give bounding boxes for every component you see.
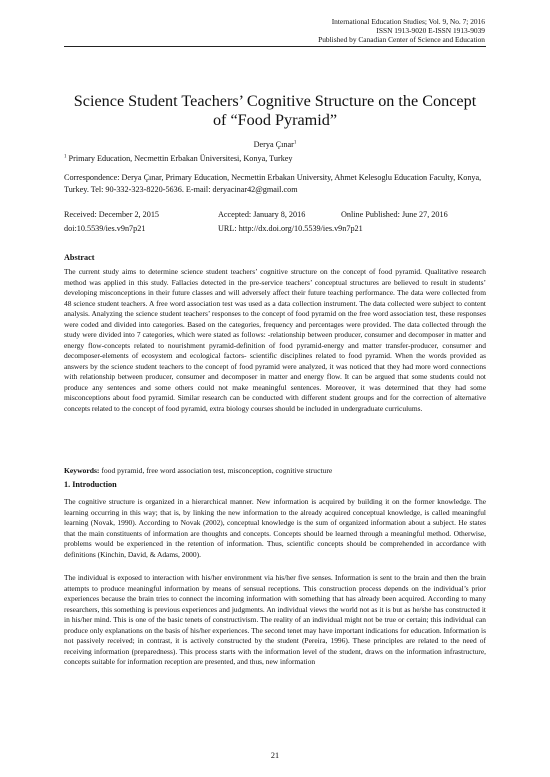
published-date: Online Published: June 27, 2016 (341, 210, 448, 219)
journal-header-volume: International Education Studies; Vol. 9, No. 7; 2016 (331, 17, 485, 26)
intro-paragraph-2: The individual is exposed to interaction with his/her environment via his/her five senses. Information is sent to the brain and then the brain attempts to produce meaningful information by means of sensual receptions. This construction process depends on the individual’s prior experiences because the brain tries to connect the incoming information with something that has already been acquired. According to many researchers, this something is previous experiences and judgments. An individual views the world not as it is but as he/she has constructed it in his/her mind. This is one of the basic tenets of constructivism. The reality of an individual might not be true or certain; this individual can produce only explanations on the basis of his/her experiences. The second tenet may have important indications for education. Information is not passively received; in contrast, it is actively constructed by the student (Pereira, 1996). These principles are related to the need of receiving information (preparedness). This process starts with the information level of the student, draws on the information infrastructure, concepts suitable for information reception are presented, and thus, new information (64, 573, 486, 666)
keywords-label: Keywords: (64, 466, 100, 475)
abstract-text: The current study aims to determine science student teachers’ cognitive structure on the concept of food pyramid. Qualitative research method was applied in this study. Fallacies detected in the pre-service teachers’ conceptual structures are believed to result in students’ developing misconceptions in their future classes and will adversely affect their future teaching performance. The data were collected from 48 science student teachers. A free word association test was used as a data collection instrument. The data collected were subject to content analysis. Analyzing the science student teachers’ responses to the concept of food pyramid on the free word association test, these responses were coded and divided into categories. Based on the categories, frequency and percentages were provided. The data collected through the study were divided into 7 categories, which were stated as follows: -relationship between producer, consumer and decomposer in matter and energy flow-concepts related to nourishment pyramid-definition of food pyramid-energy and matter transfer-producer, consumer and decomposer-elements of ecosystem and ecological factors- scientific disciplines related to food pyramid. When the words provided as answers by the science student teachers to the concept of food pyramid were analyzed, it was noticed that they had more word connections with relationship between producer, consumer and decomposer in matter and energy flow. It can be argued that some students could not produce any sentences and some others could not make meaningful sentences. Moreover, it was determined that they had some misconceptions about food pyramid. Similar research can be conducted with different student groups and for the correction of alternative concepts related to the concept of food pyramid, extra biology courses should be included in undergraduate curriculums. (64, 267, 486, 413)
keywords (64, 466, 486, 475)
header-divider (64, 46, 486, 47)
doi-text: doi:10.5539/ies.v9n7p21 (64, 224, 146, 233)
doi-url[interactable]: URL: http://dx.doi.org/10.5539/ies.v9n7p21 (218, 224, 363, 233)
author-superscript: 1 (293, 140, 297, 146)
received-date: Received: December 2, 2015 (64, 210, 160, 219)
journal-header-issn: ISSN 1913-9020 E-ISSN 1913-9039 (376, 26, 485, 35)
abstract-heading: Abstract (64, 253, 95, 262)
intro-paragraph-1: The cognitive structure is organized in a hierarchical manner. New information is acquired by building it on the former knowledge. The learning occurring in this way; that is, by linking the new information to the already acquired conceptual knowledge, is called meaningful learning (Novak, 1990). According to Novak (2002), conceptual knowledge is the sum of organized information about a subject. He states that the main constituents of information are thoughts and concepts. Concepts should be learned through a meaningful method. Otherwise, problems would be experienced in the retention of information. Thus, scientific concepts should be comprehended in accordance with definitions (Kinchin, David, & Adams, 2000). (64, 497, 486, 559)
affiliation-text: Primary Education, Necmettin Erbakan Üniversitesi, Konya, Turkey (66, 154, 293, 163)
accepted-date: Accepted: January 8, 2016 (218, 210, 306, 219)
author-name: Derya Çınar (253, 140, 294, 149)
correspondence: Correspondence: Derya Çınar, Primary Education, Necmettin Erbakan University, Ahmet Kelesoglu Education Faculty, Konya, Turkey. Tel: 90-332-323-8220-5636. E-mail: deryacinar42@gmail.com (64, 173, 482, 194)
publication-dates (64, 210, 448, 219)
page-number: 21 (270, 751, 280, 760)
keywords-text: food pyramid, free word association test, misconception, cognitive structure (99, 466, 333, 475)
doi-line (64, 224, 363, 233)
paper-title: Science Student Teachers’ Cognitive Structure on the Concept of “Food Pyramid” (73, 92, 477, 129)
journal-header-publisher: Published by Canadian Center of Science and Education (318, 35, 485, 44)
affiliation (64, 154, 293, 163)
affiliation-superscript: 1 (64, 154, 67, 160)
author-line (0, 140, 550, 149)
section-heading-introduction: 1. Introduction (64, 480, 117, 489)
